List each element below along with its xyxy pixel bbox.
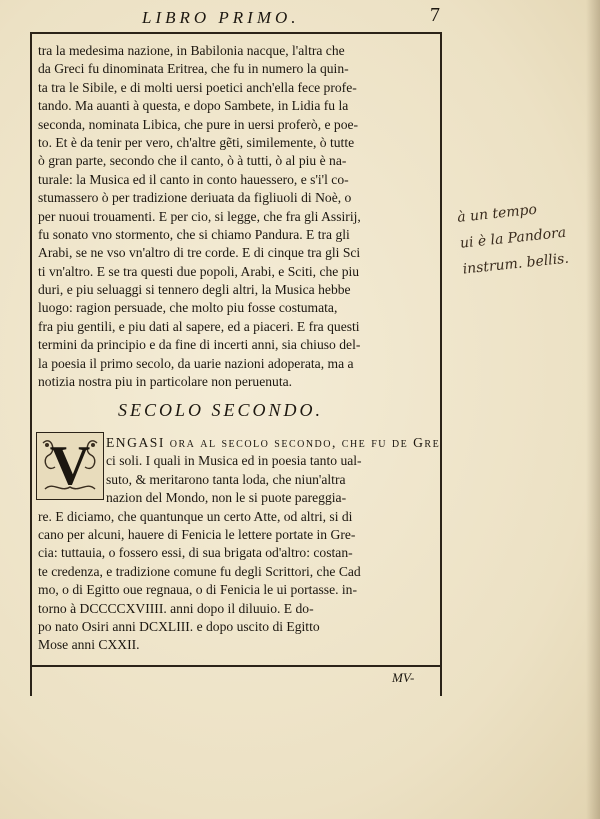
- running-title: LIBRO PRIMO.: [142, 8, 300, 27]
- margin-note-line: instrum. bellis.: [461, 250, 570, 278]
- text-line: notizia nostra piu in particolare non peruenuta.: [38, 374, 293, 390]
- page-number: 7: [430, 4, 440, 26]
- text-line: tra la medesima nazione, in Babilonia nacque, l'altra che: [38, 43, 345, 58]
- text-line: re. E diciamo, che quantunque un certo Atte, od altri, si di: [38, 508, 353, 524]
- text-line: cia: tuttauia, o fossero essi, di sua brigata od'altro: costan-: [38, 545, 353, 561]
- text-line: fra piu gentili, e piu dati al sapere, ed a piaceri. E fra questi: [38, 318, 360, 334]
- body-text: [38, 42, 434, 391]
- text-line: torno à DCCCCXVIIII. anni dopo il diluuio. E do-: [38, 600, 314, 616]
- text-line: nazion del Mondo, non le si puote pareggia-: [106, 490, 347, 506]
- text-line: per nuoui trouamenti. E per cio, si legge, che fra gli Assirij,: [38, 208, 361, 224]
- text-line: luogo: ragion persuade, che molto piu fosse costumata,: [38, 300, 338, 316]
- text-line: ci soli. I quali in Musica ed in poesia tanto ual-: [106, 453, 362, 469]
- frame-bottom-rule: [30, 665, 440, 667]
- section-text: [38, 434, 441, 655]
- text-line: turale: la Musica ed il canto in conto hauessero, e s'i'l co-: [38, 171, 349, 187]
- text-line: to. Et è da tenir per vero, ch'altre gẽti, similemente, ò tutte: [38, 134, 355, 150]
- text-line: da Greci fu dinominata Eritrea, che fu in numero la quin-: [38, 61, 349, 77]
- text-line: tando. Ma auanti à questa, e dopo Sambete, in Lidia fu la: [38, 98, 349, 114]
- text-line: cano per alcuni, hauere di Fenicia le lettere portate in Gre-: [38, 526, 356, 542]
- text-line: stumassero ò per tradizione deriuata da figliuoli di Noè, o: [38, 190, 352, 206]
- text-line: la poesia il primo secolo, da uarie nazioni adoperata, ma a: [38, 355, 354, 371]
- text-line: po nato Osiri anni DCXLIII. e dopo uscito di Egitto: [38, 618, 320, 634]
- page-header: [30, 2, 440, 30]
- margin-note-line: à un tempo: [456, 201, 538, 226]
- text-line: Arabi, se ne vso vn'altro di tre corde. E di cinque tra gli Sci: [38, 245, 361, 261]
- text-line: seconda, nominata Libica, che pure in uersi proferò, e poe-: [38, 116, 359, 132]
- text-line: mo, o di Egitto oue regnaua, o di Fenicia le ui portasse. in-: [38, 582, 358, 598]
- text-line: ti vn'altro. E se tra questi due popoli, Arabi, e Sciti, che piu: [38, 263, 360, 279]
- text-line: te credenza, e tradizione comune fu degli Scrittori, che Cad: [38, 563, 361, 579]
- text-line: ENGASI ora al secolo secondo, che fu de Gre: [106, 435, 441, 450]
- text-line: ò gran parte, secondo che il canto, ò à tutti, ò al piu è na-: [38, 153, 347, 169]
- catchword: MV-: [392, 670, 415, 685]
- text-line: duri, e piu seluaggi si tennero degli altri, la Musica hebbe: [38, 282, 351, 298]
- text-line: fu sonato vno stormento, che si chiamo Pandura. E tra gli: [38, 226, 350, 242]
- margin-note-line: ui è la Pandora: [459, 224, 567, 252]
- page-edge-shadow: [586, 0, 600, 819]
- text-line: ta tra le Sibile, e di molti uersi poetici anch'ella fece profe-: [38, 79, 357, 95]
- text-line: suto, & meritarono tanta loda, che niun'altra: [106, 471, 346, 487]
- handwritten-margin-note: [456, 190, 600, 282]
- section-heading: SECOLO SECONDO.: [118, 400, 324, 420]
- text-line: termini da principio e da fine di incerti anni, sia chiuso del-: [38, 337, 361, 353]
- text-line: Mose anni CXXII.: [38, 637, 140, 653]
- drop-cap-letter: V: [49, 435, 91, 497]
